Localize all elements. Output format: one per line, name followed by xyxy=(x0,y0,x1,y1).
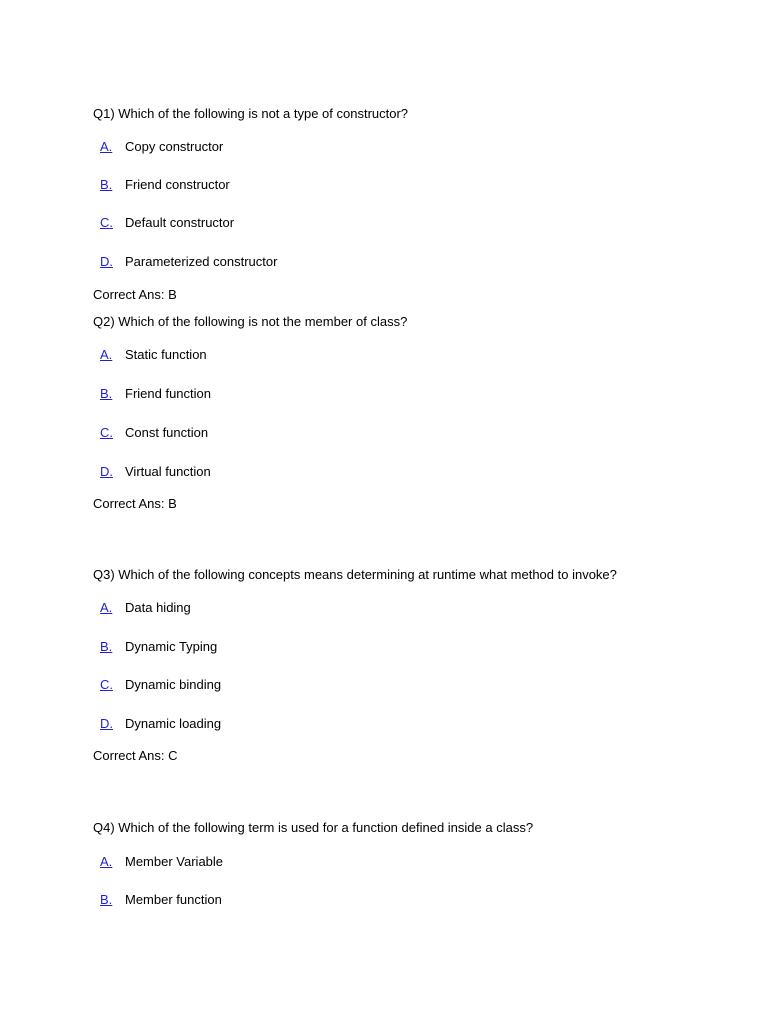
question-2-text: Q2) Which of the following is not the member of class? xyxy=(93,314,408,329)
q4-option-b-text: Member function xyxy=(125,892,222,907)
question-1-text: Q1) Which of the following is not a type of constructor? xyxy=(93,106,409,121)
q2-option-b-text: Friend function xyxy=(125,386,211,401)
q3-option-c-text: Dynamic binding xyxy=(125,677,222,692)
q3-option-a-text: Data hiding xyxy=(125,600,191,615)
q4-option-a-link[interactable]: A. xyxy=(100,854,113,869)
q1-option-d-link[interactable]: D. xyxy=(100,254,113,269)
q3-option-c-link[interactable]: C. xyxy=(100,677,113,692)
q3-option-b-text: Dynamic Typing xyxy=(125,639,218,654)
q1-option-c-text: Default constructor xyxy=(125,215,235,230)
q3-correct-answer: Correct Ans: C xyxy=(93,748,178,763)
q3-option-b-link[interactable]: B. xyxy=(100,639,113,654)
q1-option-b-link[interactable]: B. xyxy=(100,177,113,192)
q2-option-a-link[interactable]: A. xyxy=(100,347,113,362)
question-3-text: Q3) Which of the following concepts means determining at runtime what method to invoke? xyxy=(93,567,617,582)
q2-option-d-link[interactable]: D. xyxy=(100,464,113,479)
q2-option-c-text: Const function xyxy=(125,425,209,440)
q1-option-a-text: Copy constructor xyxy=(125,139,224,154)
q3-option-a-link[interactable]: A. xyxy=(100,600,113,615)
q3-option-d-link[interactable]: D. xyxy=(100,716,113,731)
q2-option-a-text: Static function xyxy=(125,347,207,362)
q1-option-c-link[interactable]: C. xyxy=(100,215,113,230)
q1-option-d-text: Parameterized constructor xyxy=(125,254,278,269)
question-4-text: Q4) Which of the following term is used for a function defined inside a class? xyxy=(93,820,534,835)
q4-option-a-text: Member Variable xyxy=(125,854,224,869)
q2-option-d-text: Virtual function xyxy=(125,464,211,479)
q1-option-a-link[interactable]: A. xyxy=(100,139,113,154)
q1-option-b-text: Friend constructor xyxy=(125,177,230,192)
q2-correct-answer: Correct Ans: B xyxy=(93,496,177,511)
q4-option-b-link[interactable]: B. xyxy=(100,892,113,907)
q3-option-d-text: Dynamic loading xyxy=(125,716,222,731)
q1-correct-answer: Correct Ans: B xyxy=(93,287,177,302)
q2-option-b-link[interactable]: B. xyxy=(100,386,113,401)
q2-option-c-link[interactable]: C. xyxy=(100,425,113,440)
